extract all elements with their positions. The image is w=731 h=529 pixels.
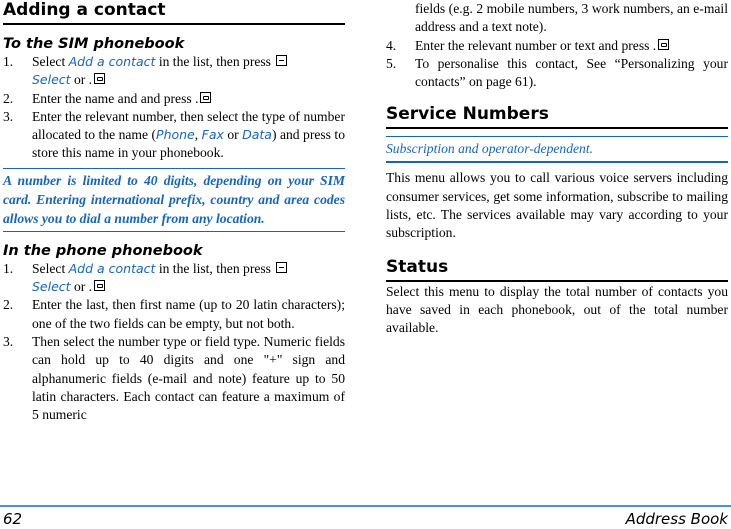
footer-rule	[0, 505, 731, 507]
sim-note: A number is limited to 40 digits, depending on your SIM card. Entering international prefix, country and area codes allows you to dial a number from any location.	[3, 172, 345, 226]
section-title-adding-contact: Adding a contact	[3, 0, 166, 20]
list-item: 2. Enter the last, then first name (up to 20 latin characters); one of the two fields can be empty, but not both.	[3, 297, 345, 331]
softkey-icon	[276, 55, 287, 66]
ok-key-icon	[94, 73, 105, 84]
list-item: 2. Enter the name and and press .	[3, 90, 345, 108]
ok-key-icon	[200, 92, 211, 103]
sim-steps-list	[3, 53, 345, 163]
title-rule	[386, 127, 728, 129]
service-note-box	[386, 136, 728, 163]
add-contact-label: Add a contact	[68, 54, 156, 69]
ok-key-icon	[658, 39, 669, 50]
list-item: 1. Select Add a contact in the list, then press Select or .	[3, 260, 345, 297]
ok-key-icon	[94, 280, 105, 291]
section-title-service-numbers: Service Numbers	[386, 104, 549, 125]
status-text: Select this menu to display the total number of contacts you have saved in each phonebook, out of the total number available.	[386, 283, 728, 336]
continued-list	[386, 0, 728, 91]
phone-steps-list	[3, 260, 345, 425]
list-item: 3. Enter the relevant number, then select the type of number allocated to the name (Phone, Fax or Data) and press to store this name in your phonebook.	[3, 108, 345, 161]
add-contact-label: Add a contact	[68, 260, 156, 276]
footer-section-title: Address Book	[625, 510, 728, 528]
select-label: Select	[32, 279, 71, 295]
service-note: Subscription and operator-dependent.	[386, 141, 594, 157]
list-item: 1. Select Add a contact in the list, then press Select or .	[3, 53, 345, 90]
section-title-status: Status	[386, 256, 449, 277]
title-rule	[386, 280, 728, 282]
title-rule	[3, 23, 345, 25]
service-text: This menu allows you to call various voice servers including consumer services, get some information, subscribe to mailing lists, etc. The services available may vary according to your subscription.	[386, 170, 728, 241]
page-number: 62	[3, 510, 23, 528]
sim-note-box	[3, 168, 345, 232]
list-item: 4. Enter the relevant number or text and press .	[386, 37, 728, 55]
list-item: 5. To personalise this contact, See “Personalizing your contacts” on page 61).	[386, 55, 728, 90]
list-item: 3. Then select the number type or field type. Numeric fields can hold up to 40 digits and one "+" sign and alphanumeric fields (e-mail and note) feature up to 50 latin characters. Each contact can feature a maximum of 5 numeric	[3, 333, 345, 423]
softkey-icon	[276, 262, 287, 273]
select-label: Select	[32, 72, 71, 88]
phone-phonebook-heading: In the phone phonebook	[3, 242, 203, 259]
list-item: fields (e.g. 2 mobile numbers, 3 work numbers, an e-mail address and a text note).	[415, 1, 728, 35]
left-column	[3, 0, 345, 424]
sim-phonebook-heading: To the SIM phonebook	[3, 36, 185, 52]
right-column	[386, 0, 728, 338]
